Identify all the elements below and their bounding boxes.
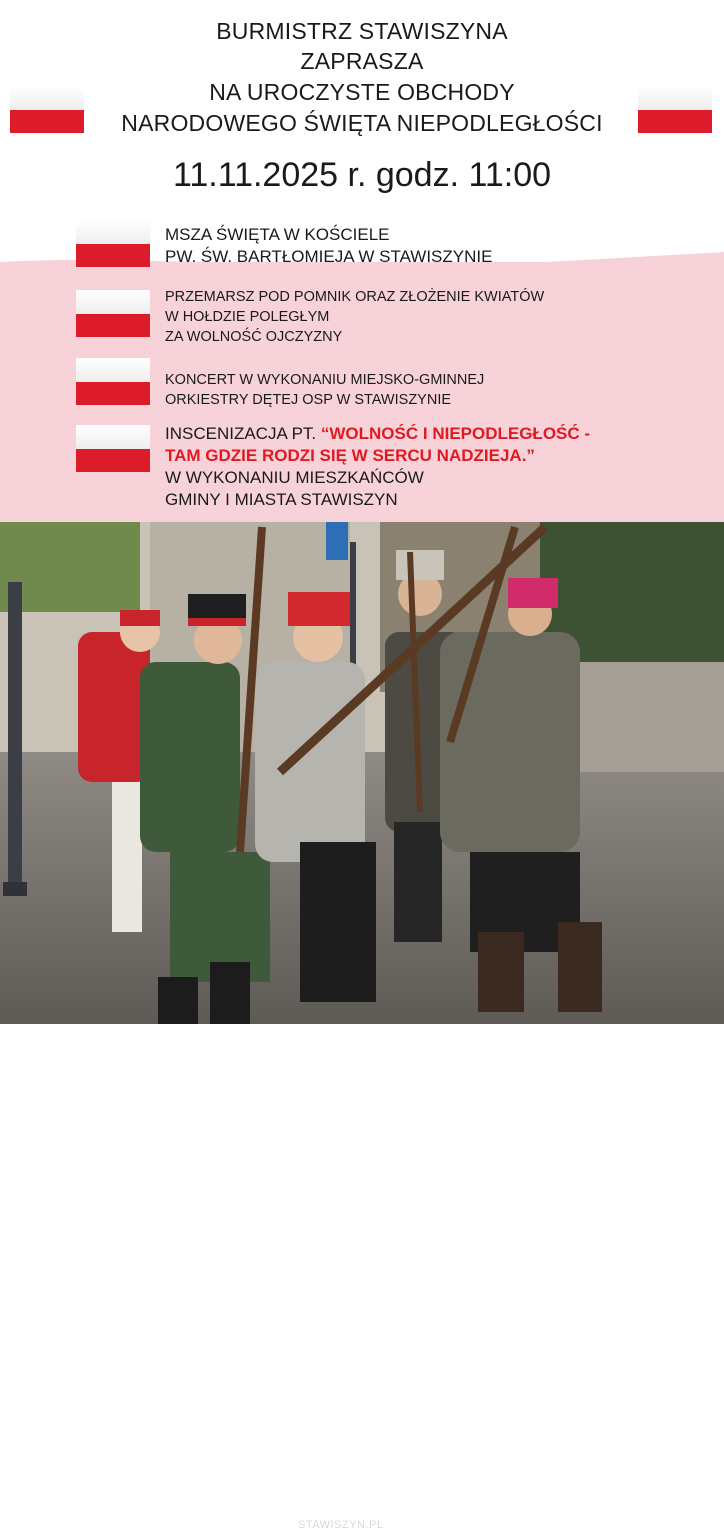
polish-flag-icon bbox=[76, 220, 150, 267]
polish-flag-icon bbox=[10, 86, 84, 133]
polish-flag-icon bbox=[76, 358, 150, 405]
header-line-4: NARODOWEGO ŚWIĘTA NIEPODLEGŁOŚCI bbox=[121, 110, 603, 136]
event-staging bbox=[165, 423, 590, 511]
event-staging-title-1: “WOLNOŚĆ I NIEPODLEGŁOŚĆ - bbox=[320, 424, 591, 443]
polish-flag-icon bbox=[638, 86, 712, 133]
event-march-line-1: PRZEMARSZ POD POMNIK ORAZ ZŁOŻENIE KWIATÓW bbox=[165, 289, 545, 305]
event-date: 11.11.2025 r. godz. 11:00 bbox=[172, 156, 552, 194]
event-mass bbox=[165, 224, 492, 268]
event-mass-line-1: MSZA ŚWIĘTA W KOŚCIELE bbox=[165, 225, 390, 244]
header-line-1: BURMISTRZ STAWISZYNA bbox=[216, 18, 508, 44]
event-staging-line-3: W WYKONANIU MIESZKAŃCÓW bbox=[165, 468, 424, 487]
event-march-line-2: W HOŁDZIE POLEGŁYM bbox=[165, 309, 330, 325]
photo-watermark: STAWISZYN.PL bbox=[298, 1519, 384, 1531]
header-line-2: ZAPRASZA bbox=[300, 48, 424, 74]
reenactors-photo bbox=[0, 522, 724, 1531]
event-staging-line-4: GMINY I MIASTA STAWISZYN bbox=[165, 490, 398, 509]
event-concert-line-1: KONCERT W WYKONANIU MIEJSKO-GMINNEJ bbox=[165, 372, 485, 388]
polish-flag-icon bbox=[76, 425, 150, 472]
reenactors-illustration bbox=[0, 522, 724, 1024]
polish-flag-icon bbox=[76, 290, 150, 337]
header-line-3: NA UROCZYSTE OBCHODY bbox=[209, 79, 515, 105]
event-march-line-3: ZA WOLNOŚĆ OJCZYZNY bbox=[165, 329, 343, 345]
event-staging-title-2: TAM GDZIE RODZI SIĘ W SERCU NADZIEJA.” bbox=[165, 446, 535, 465]
event-staging-line-1 bbox=[165, 423, 590, 445]
event-staging-prefix: INSCENIZACJA PT. bbox=[165, 424, 321, 443]
event-concert-line-2: ORKIESTRY DĘTEJ OSP W STAWISZYNIE bbox=[165, 392, 452, 408]
event-mass-line-2: PW. ŚW. BARTŁOMIEJA W STAWISZYNIE bbox=[165, 247, 493, 266]
event-march bbox=[165, 287, 544, 347]
event-concert bbox=[165, 370, 484, 410]
